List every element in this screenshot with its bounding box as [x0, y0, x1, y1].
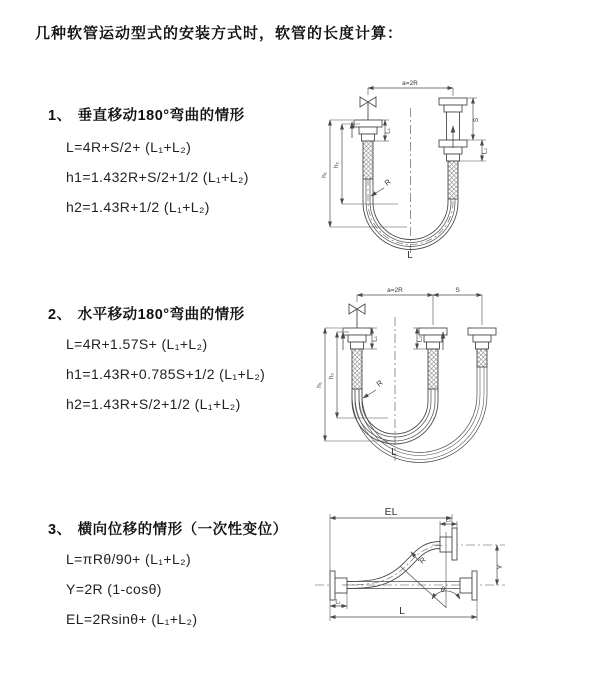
right-flange-assembly — [468, 328, 496, 367]
dim-label-span: a=2R — [387, 287, 403, 294]
valve-icon — [360, 97, 376, 120]
diagram-horizontal-180-bend — [310, 283, 600, 473]
section-1-formula-L: L=4R+S/2+ (L₁+L₂) — [66, 139, 192, 155]
right-flange-assembly — [439, 98, 467, 199]
radius-label: R — [417, 555, 428, 566]
dim-label-s: S — [455, 287, 460, 294]
dim-label-l2: L₂ — [481, 147, 489, 155]
dim-label-s: S — [473, 117, 480, 123]
radius-leader — [363, 390, 376, 398]
section-1-number: 1、 — [48, 108, 72, 124]
dim-label-el: EL — [384, 506, 398, 518]
section-1-formula-h2: h2=1.43R+1/2 (L₁+L₂) — [66, 199, 210, 215]
section-3-formula-EL: EL=2Rsinθ+ (L₁+L₂) — [66, 611, 198, 627]
section-2-title: 水平移动180°弯曲的情形 — [77, 307, 245, 323]
radius-label: R — [382, 177, 393, 188]
dim-label-l2: L₂ — [416, 335, 424, 343]
section-3-heading — [48, 518, 288, 539]
dim-label-h2: h₂ — [333, 161, 340, 169]
section-3-formula-L: L=πRθ/90+ (L₁+L₂) — [66, 551, 192, 567]
section-2-formula-h1: h1=1.43R+0.785S+1/2 (L₁+L₂) — [66, 366, 266, 382]
angle-label: θ — [441, 587, 445, 594]
dim-label-l1: L₁ — [384, 128, 392, 134]
valve-icon — [349, 304, 365, 328]
raised-flange-displaced — [440, 528, 457, 560]
section-1-formula-h1: h1=1.432R+S/2+1/2 (L₁+L₂) — [66, 169, 249, 185]
section-2-heading — [48, 303, 245, 324]
right-flange-original — [460, 571, 477, 600]
dim-label-l1: L₁ — [371, 336, 379, 342]
left-flange-assembly — [354, 120, 382, 179]
section-3-number: 3、 — [48, 522, 72, 538]
radius-label: R — [374, 378, 385, 389]
length-label: L — [407, 250, 413, 261]
hose-curves-displaced — [352, 367, 487, 463]
section-3-title: 横向位移的情形（一次性变位） — [77, 522, 288, 538]
dim-label-span: a=2R — [402, 80, 418, 87]
length-label: L — [399, 605, 405, 617]
dim-label-h1: h₁ — [321, 172, 328, 178]
dimension-span-2r — [368, 88, 453, 96]
dim-label-h2: h₂ — [328, 372, 335, 380]
dim-label-l2: L₂ — [445, 517, 452, 524]
diagram-lateral-displacement — [300, 500, 600, 662]
page-title: 几种软管运动型式的安装方式时，软管的长度计算： — [35, 25, 404, 42]
section-1-title: 垂直移动180°弯曲的情形 — [77, 108, 245, 124]
section-2-number: 2、 — [48, 307, 72, 323]
dim-label-y: Y — [495, 564, 504, 570]
dim-label-l1: L₁ — [335, 599, 341, 606]
el-dimension — [330, 514, 452, 571]
section-1-heading — [48, 104, 245, 125]
left-flange-assembly — [343, 328, 371, 389]
section-2-formula-h2: h2=1.43R+S/2+1/2 (L₁+L₂) — [66, 396, 241, 412]
diagram-vertical-180-bend — [310, 72, 600, 262]
length-label: L — [391, 447, 397, 458]
left-flange — [330, 571, 347, 600]
dim-label-h1: h₁ — [316, 382, 323, 388]
section-3-formula-Y: Y=2R (1-cosθ) — [66, 581, 162, 597]
section-2-formula-L: L=4R+1.57S+ (L₁+L₂) — [66, 336, 208, 352]
dimension-span-and-s — [357, 295, 482, 325]
